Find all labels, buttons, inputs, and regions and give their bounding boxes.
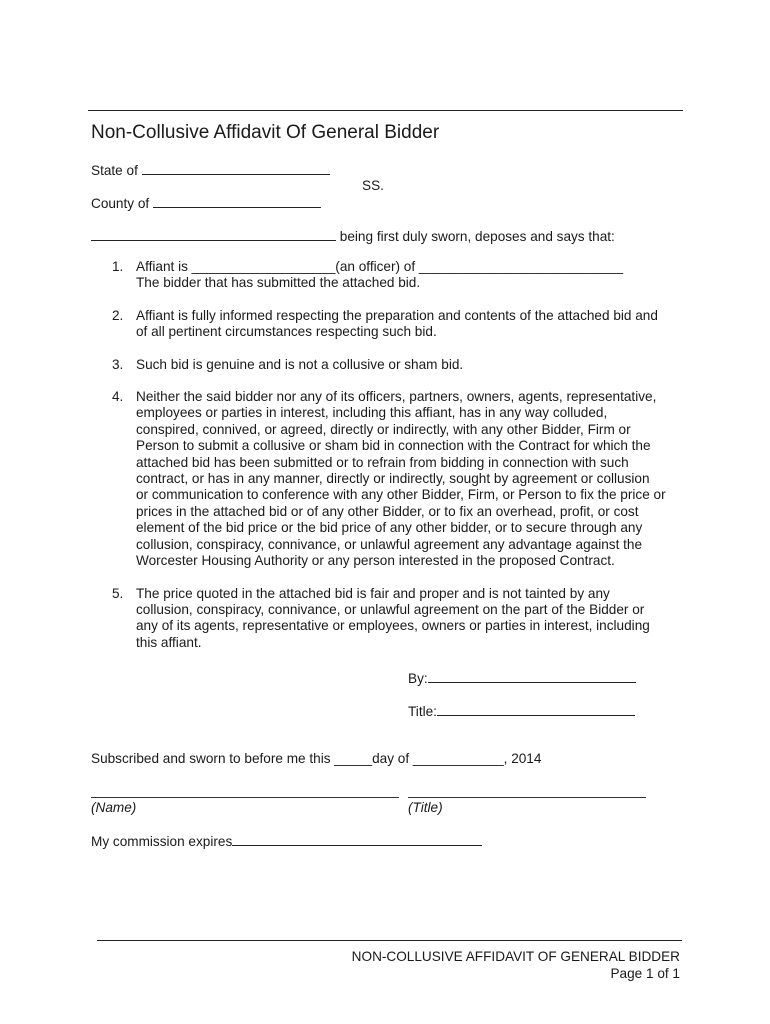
state-line [91, 162, 330, 179]
item-line: employees or parties in interest, including this affiant, has in any way colluded, [136, 405, 608, 421]
item-line: collusion, conspiracy, connivance, or unlawful agreement any advantage against the [136, 536, 643, 552]
name-signature-rule [91, 797, 399, 798]
item-line: this affiant. [136, 634, 202, 650]
footer-rule [97, 940, 682, 941]
item-line: Affiant is fully informed respecting the preparation and contents of the attached bid and [136, 307, 658, 323]
county-line [91, 195, 321, 212]
item-number: 3. [112, 356, 124, 372]
item-line: The bidder that has submitted the attached bid. [136, 275, 421, 291]
footer-page-number: Page 1 of 1 [610, 966, 680, 981]
commission-blank[interactable] [232, 833, 482, 846]
title-label: Title: [408, 704, 437, 719]
by-label: By: [408, 671, 428, 686]
sworn-line [91, 228, 615, 245]
item-line: any of its agents, representative or employees, owners or parties in interest, including [136, 618, 650, 634]
title-signature-rule [408, 797, 646, 798]
notary-title-label: (Title) [408, 800, 443, 815]
item-line: Such bid is genuine and is not a collusive or sham bid. [136, 356, 464, 372]
affidavit-items [90, 259, 690, 667]
item-line: or communication to conference with any other Bidder, Firm, or Person to fix the price or [136, 487, 666, 503]
document-title: Non-Collusive Affidavit Of General Bidder [91, 122, 440, 143]
item-line: Person to submit a collusive or sham bid in connection with the Contract for which the [136, 438, 651, 454]
item-line: attached bid has been submitted or to refrain from bidding in connection with such [136, 454, 629, 470]
item-line: The price quoted in the attached bid is fair and proper and is not tainted by any [136, 585, 610, 601]
commission-label: My commission expires [91, 834, 233, 849]
item-line: of all pertinent circumstances respecting such bid. [136, 324, 437, 340]
title-blank[interactable] [437, 703, 635, 716]
state-label: State of [91, 163, 138, 178]
ss-label: SS. [362, 178, 384, 193]
commission-line [91, 833, 482, 850]
top-rule [88, 110, 683, 111]
item-line: conspired, connived, or agreed, directly or indirectly, with any other Bidder, Firm or [136, 421, 631, 437]
list-item [90, 259, 690, 292]
item-line: prices in the attached bid or of any other Bidder, or to fix an overhead, profit, or cost [136, 503, 639, 519]
list-item [90, 389, 690, 569]
affiant-name-blank[interactable] [91, 228, 336, 241]
county-label: County of [91, 196, 150, 211]
item-number: 5. [112, 585, 124, 601]
list-item [90, 357, 690, 373]
item-number: 1. [112, 259, 124, 274]
item-line: collusion, conspiracy, connivance, or unlawful agreement on the part of the Bidder or [136, 601, 645, 617]
item-number: 4. [112, 389, 124, 405]
by-line [408, 670, 636, 687]
item-line: Worcester Housing Authority or any person interested in the proposed Contract. [136, 553, 615, 569]
item-line: Neither the said bidder nor any of its officers, partners, owners, agents, representative, [136, 389, 657, 405]
item-line: element of the bid price or the bid price of any other bidder, or to secure through any [136, 520, 643, 536]
item-number: 2. [112, 307, 124, 323]
title-line [408, 703, 635, 720]
item-line: contract, or has in any manner, directly or indirectly, sought by agreement or collusion [136, 471, 650, 487]
list-item [90, 586, 690, 652]
item-line: Affiant is ___________________(an officer) of ___________________________ [136, 259, 624, 274]
county-blank[interactable] [153, 195, 321, 208]
sworn-statement: being first duly sworn, deposes and says that: [339, 229, 615, 244]
footer-doc-name: NON-COLLUSIVE AFFIDAVIT OF GENERAL BIDDER [351, 949, 680, 964]
by-blank[interactable] [428, 670, 636, 683]
subscribed-line: Subscribed and sworn to before me this _____day of ____________, 2014 [91, 751, 542, 766]
list-item [90, 308, 690, 341]
name-label: (Name) [91, 800, 137, 815]
state-blank[interactable] [142, 162, 330, 175]
